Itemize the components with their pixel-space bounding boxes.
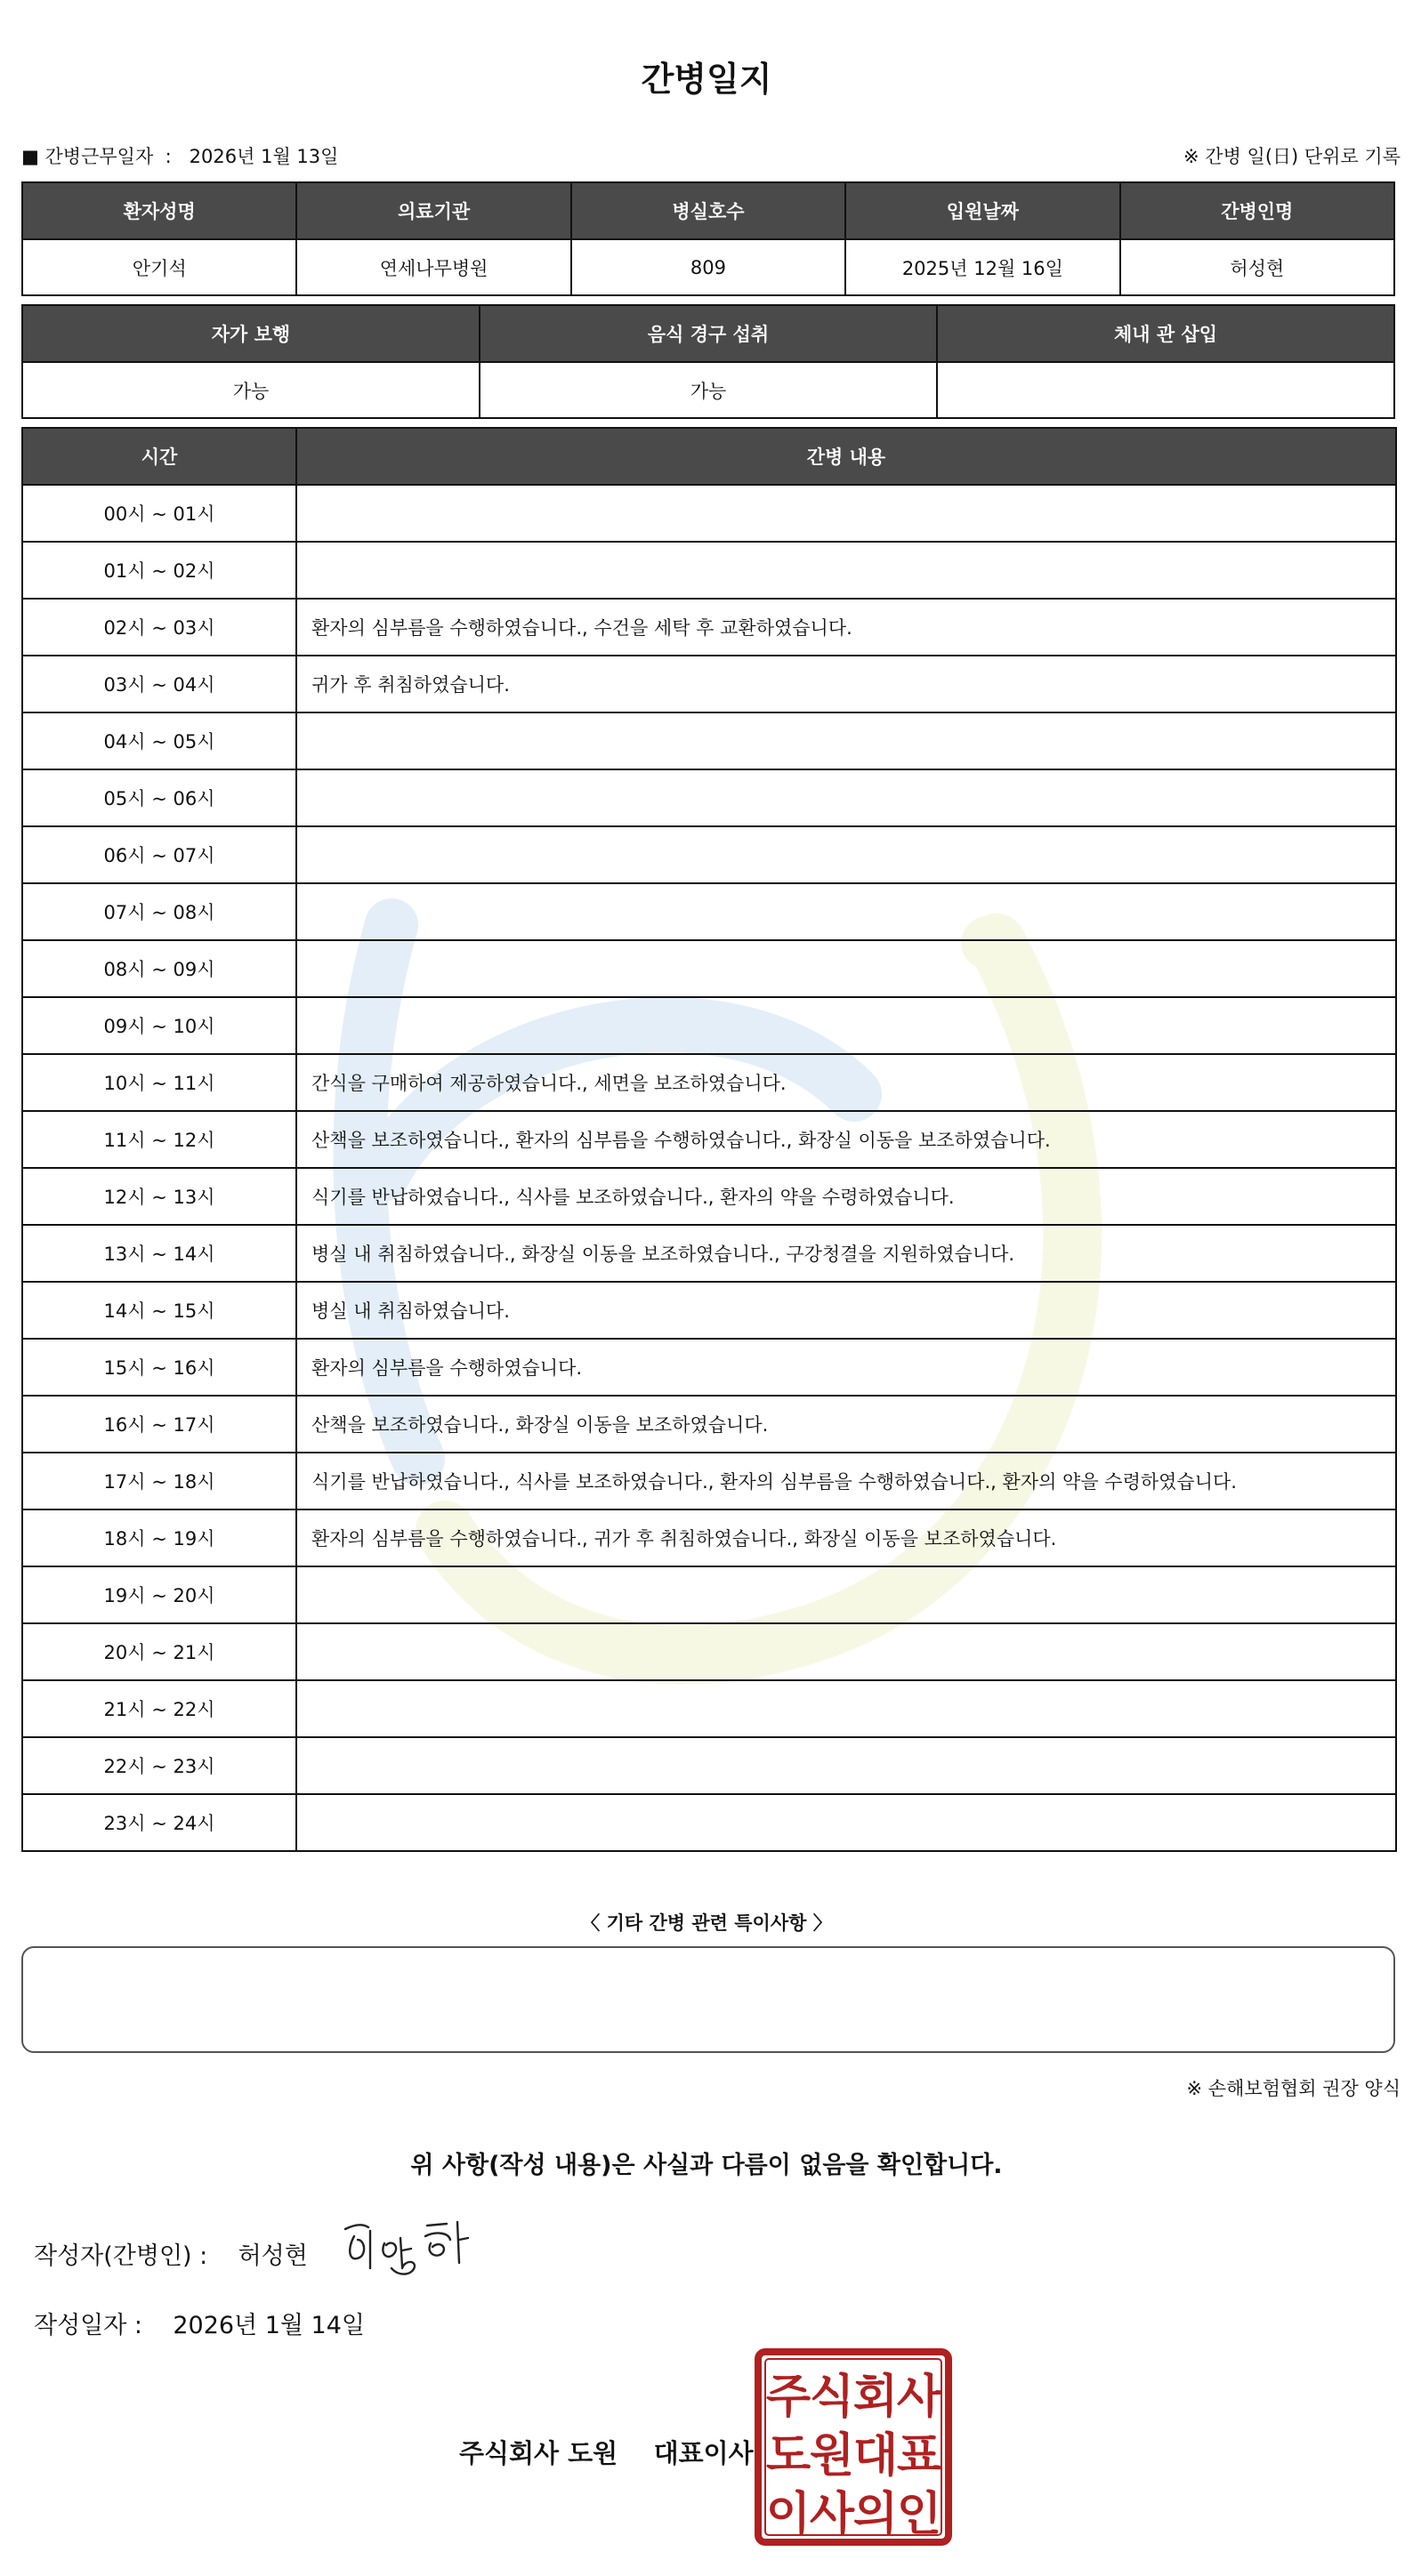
patient-info-table [21,181,1395,296]
log-content: 환자의 심부름을 수행하였습니다., 수건을 세탁 후 교환하였습니다. [296,599,1396,656]
log-content [296,1737,1396,1794]
seal-char: 대 [852,2429,899,2483]
log-time: 21시 ~ 22시 [22,1680,296,1737]
notes-title: 〈 기타 간병 관련 특이사항 〉 [581,1912,832,1934]
record-note: ※ 간병 일(日) 단위로 기록 [1183,146,1401,167]
self-walking-value: 가능 [22,362,480,418]
patient-status-table [21,304,1395,419]
log-time: 14시 ~ 15시 [22,1282,296,1339]
write-date: 작성일자 : 2026년 1월 14일 [34,2312,365,2339]
seal-char: 도 [765,2429,811,2483]
log-row [22,997,1396,1054]
log-content [296,712,1396,769]
page-title: 간병일지 [641,60,772,99]
log-time: 12시 ~ 13시 [22,1168,296,1225]
log-time: 22시 ~ 23시 [22,1737,296,1794]
log-row [22,1168,1396,1225]
admission-date: 2025년 12월 16일 [845,239,1119,295]
header-patient-name: 환자성명 [22,182,296,239]
log-row [22,1339,1396,1396]
log-row [22,1396,1396,1453]
log-row [22,769,1396,826]
seal-char: 사 [809,2488,855,2541]
log-time: 06시 ~ 07시 [22,826,296,883]
seal-char: 식 [809,2371,855,2424]
log-time: 23시 ~ 24시 [22,1794,296,1851]
log-content [296,1623,1396,1680]
log-row [22,1282,1396,1339]
log-time: 05시 ~ 06시 [22,769,296,826]
seal-characters [766,2371,942,2541]
log-content: 간식을 구매하여 제공하였습니다., 세면을 보조하였습니다. [296,1054,1396,1111]
log-time: 01시 ~ 02시 [22,542,296,599]
seal-char: 이 [765,2488,811,2541]
seal-char: 표 [896,2429,942,2483]
log-row [22,940,1396,997]
log-row [22,1225,1396,1282]
form-source-note: ※ 손해보험협회 권장 양식 [1186,2078,1401,2099]
log-time: 20시 ~ 21시 [22,1623,296,1680]
log-content: 산책을 보조하였습니다., 환자의 심부름을 수행하였습니다., 화장실 이동을 보조하였습니다. [296,1111,1396,1168]
log-content [296,997,1396,1054]
log-content: 병실 내 취침하였습니다. [296,1282,1396,1339]
log-time: 10시 ~ 11시 [22,1054,296,1111]
log-row [22,542,1396,599]
log-content: 병실 내 취침하였습니다., 화장실 이동을 보조하였습니다., 구강청결을 지원하였습니다. [296,1225,1396,1282]
log-row [22,1509,1396,1566]
log-content [296,940,1396,997]
log-row [22,656,1396,712]
log-time: 13시 ~ 14시 [22,1225,296,1282]
seal-char: 인 [896,2488,942,2541]
log-row [22,485,1396,542]
log-row [22,1111,1396,1168]
seal-char: 사 [896,2371,942,2424]
log-time: 04시 ~ 05시 [22,712,296,769]
header-self-walking: 자가 보행 [22,305,480,362]
header-hospital: 의료기관 [296,182,570,239]
log-time: 19시 ~ 20시 [22,1566,296,1623]
handwritten-signature [338,2213,498,2284]
log-time: 11시 ~ 12시 [22,1111,296,1168]
patient-name: 안기석 [22,239,296,295]
signature-stroke-3 [425,2222,468,2263]
log-content [296,485,1396,542]
log-body [22,485,1396,1851]
log-content [296,1680,1396,1737]
header-caregiver-name: 간병인명 [1120,182,1394,239]
status-header-row [22,305,1394,362]
log-content: 식기를 반납하였습니다., 식사를 보조하였습니다., 환자의 약을 수령하였습니다. [296,1168,1396,1225]
log-time: 08시 ~ 09시 [22,940,296,997]
log-content: 귀가 후 취침하였습니다. [296,656,1396,712]
log-row [22,1794,1396,1851]
log-time: 18시 ~ 19시 [22,1509,296,1566]
header-admission-date: 입원날짜 [845,182,1119,239]
signature-stroke-1 [345,2225,370,2268]
log-content: 환자의 심부름을 수행하였습니다. [296,1339,1396,1396]
signature-stroke-2 [383,2238,415,2274]
log-time: 16시 ~ 17시 [22,1396,296,1453]
header-room-number: 병실호수 [571,182,845,239]
log-row [22,1566,1396,1623]
confirmation-statement: 위 사항(작성 내용)은 사실과 다름이 없음을 확인합니다. [410,2152,1003,2179]
log-row [22,883,1396,940]
tube-insertion-value [937,362,1394,418]
log-row [22,1680,1396,1737]
log-content: 환자의 심부름을 수행하였습니다., 귀가 후 취침하였습니다., 화장실 이동을 보조하였습니다. [296,1509,1396,1566]
log-time: 09시 ~ 10시 [22,997,296,1054]
log-content [296,1566,1396,1623]
log-row [22,1054,1396,1111]
log-content [296,826,1396,883]
seal-char: 원 [809,2429,855,2483]
log-header-row [22,428,1396,485]
log-row [22,712,1396,769]
room-number: 809 [571,239,845,295]
log-content [296,883,1396,940]
log-content: 산책을 보조하였습니다., 화장실 이동을 보조하였습니다. [296,1396,1396,1453]
caregiver-name: 허성현 [1120,239,1394,295]
seal-char: 주 [765,2371,811,2424]
log-time: 03시 ~ 04시 [22,656,296,712]
care-log-table [21,427,1397,1852]
log-row [22,1623,1396,1680]
header-tube-insertion: 체내 관 삽입 [937,305,1394,362]
log-row [22,826,1396,883]
seal-char: 회 [852,2371,899,2424]
company-seal-stamp [755,2348,952,2546]
log-row [22,1737,1396,1794]
log-time: 07시 ~ 08시 [22,883,296,940]
log-content [296,769,1396,826]
patient-header-row [22,182,1394,239]
header-time: 시간 [22,428,296,485]
log-row [22,1453,1396,1509]
log-time: 02시 ~ 03시 [22,599,296,656]
header-care-content: 간병 내용 [296,428,1396,485]
special-notes-box [21,1946,1395,2053]
header-oral-intake: 음식 경구 섭취 [480,305,937,362]
log-time: 15시 ~ 16시 [22,1339,296,1396]
status-value-row [22,362,1394,418]
log-content [296,542,1396,599]
work-date: ■ 간병근무일자 : 2026년 1월 13일 [21,146,339,167]
seal-char: 의 [852,2488,899,2541]
log-time: 00시 ~ 01시 [22,485,296,542]
oral-intake-value: 가능 [480,362,937,418]
log-content [296,1794,1396,1851]
company-representative: 주식회사 도원 대표이사 [459,2438,754,2468]
writer-line: 작성자(간병인) : 허성현 [34,2242,308,2270]
log-content: 식기를 반납하였습니다., 식사를 보조하였습니다., 환자의 심부름을 수행하였습니다., 환자의 약을 수령하였습니다. [296,1453,1396,1509]
log-row [22,599,1396,656]
patient-value-row [22,239,1394,295]
hospital-name: 연세나무병원 [296,239,570,295]
log-time: 17시 ~ 18시 [22,1453,296,1509]
